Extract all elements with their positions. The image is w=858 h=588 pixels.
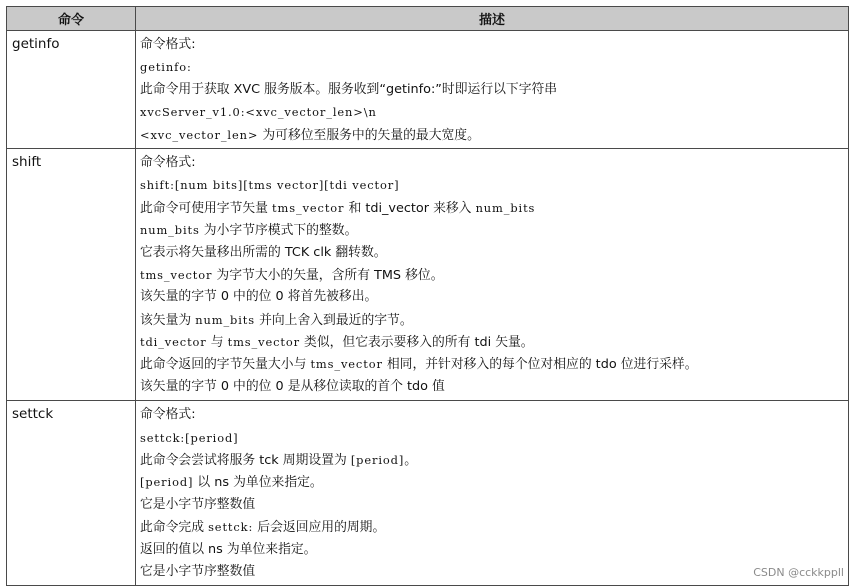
plain-text: 它是小字节序整数值 <box>140 496 256 512</box>
code-text: tms_vector <box>140 267 213 282</box>
description-line <box>140 471 848 493</box>
description-line <box>140 561 848 583</box>
code-text: tms_vector <box>310 357 383 372</box>
description-line <box>140 376 848 398</box>
plain-text: 返回的值以 ns 为单位来指定。 <box>140 541 317 557</box>
plain-text: 和 tdi_vector 来移入 <box>344 200 476 216</box>
plain-text: 为字节大小的矢量，含所有 TMS 移位。 <box>212 267 444 283</box>
code-text: tms_vector <box>272 200 345 215</box>
plain-text: 此命令可使用字节矢量 <box>140 200 273 216</box>
description-line <box>140 539 848 561</box>
description-line <box>140 353 848 375</box>
plain-text: 命令格式: <box>140 154 196 170</box>
header-description: 描述 <box>136 7 849 31</box>
description-line <box>140 264 848 286</box>
description-line <box>140 494 848 516</box>
command-description <box>136 31 849 149</box>
command-table <box>6 6 849 586</box>
description-line <box>140 56 848 78</box>
plain-text: 该矢量为 <box>140 312 196 328</box>
table-header-row <box>7 7 849 31</box>
header-command: 命令 <box>7 7 136 31</box>
plain-text: 以 ns 为单位来指定。 <box>193 475 323 491</box>
code-text: num_bits <box>195 312 255 327</box>
description-line <box>140 101 848 123</box>
table-body <box>7 31 849 586</box>
description-line <box>140 197 848 219</box>
code-text: <xvc_vector_len> <box>140 127 259 142</box>
code-text: settck: <box>208 520 254 535</box>
description-line <box>140 242 848 264</box>
description-line <box>140 174 848 196</box>
code-text: tms_vector <box>227 335 300 350</box>
plain-text: 后会返回应用的周期。 <box>253 520 386 536</box>
command-name: settck <box>7 401 136 586</box>
plain-text: 为小字节序模式下的整数。 <box>199 223 358 239</box>
watermark: CSDN @cckkppll <box>753 566 844 579</box>
plain-text: 该矢量的字节 0 中的位 0 将首先被移出。 <box>140 289 378 305</box>
plain-text: 。 <box>404 453 417 469</box>
description-line <box>140 34 848 56</box>
plain-text: 与 <box>206 335 228 351</box>
plain-text: 此命令用于获取 XVC 服务版本。服务收到“getinfo:”时即运行以下字符串 <box>140 81 558 97</box>
description-line <box>140 286 848 308</box>
plain-text: 命令格式: <box>140 37 196 52</box>
plain-text: 该矢量的字节 0 中的位 0 是从移位读取的首个 tdo 值 <box>140 378 445 394</box>
table-row <box>7 31 849 149</box>
command-description <box>136 401 849 586</box>
plain-text: 它表示将矢量移出所需的 TCK clk 翻转数。 <box>140 244 387 260</box>
description-line <box>140 219 848 241</box>
description-line <box>140 331 848 353</box>
plain-text: 此命令会尝试将服务 tck 周期设置为 <box>140 453 351 469</box>
code-text: [period] <box>350 453 405 468</box>
plain-text: 相同，并针对移入的每个位对相应的 tdo 位进行采样。 <box>382 357 698 373</box>
code-text: num_bits <box>475 200 536 215</box>
description-line <box>140 404 848 426</box>
plain-text: 为可移位至服务中的矢量的最大宽度。 <box>258 127 480 143</box>
description-line <box>140 79 848 101</box>
plain-text: 它是小字节序整数值 <box>140 563 256 579</box>
description-line <box>140 427 848 449</box>
command-name: getinfo <box>7 31 136 149</box>
description-line <box>140 309 848 331</box>
plain-text: 此命令返回的字节矢量大小与 <box>140 357 311 373</box>
code-text: shift:[num bits][tms vector][tdi vector] <box>140 178 400 193</box>
command-description <box>136 148 849 400</box>
plain-text: 并向上舍入到最近的字节。 <box>255 312 413 328</box>
command-name: shift <box>7 148 136 400</box>
code-text: xvcServer_v1.0:<xvc_vector_len>\n <box>140 105 377 120</box>
description-line <box>140 516 848 538</box>
table-row <box>7 401 849 586</box>
table-row <box>7 148 849 400</box>
plain-text: 命令格式: <box>140 407 196 423</box>
code-text: num_bits <box>140 223 200 238</box>
code-text: tdi_vector <box>140 335 207 350</box>
description-line <box>140 152 848 174</box>
code-text: [period] <box>140 475 194 490</box>
code-text: getinfo: <box>140 60 192 75</box>
plain-text: 此命令完成 <box>140 520 209 536</box>
plain-text: 类似，但它表示要移入的所有 tdi 矢量。 <box>299 335 534 351</box>
description-line <box>140 449 848 471</box>
code-text: settck:[period] <box>140 430 239 445</box>
description-line <box>140 124 848 146</box>
